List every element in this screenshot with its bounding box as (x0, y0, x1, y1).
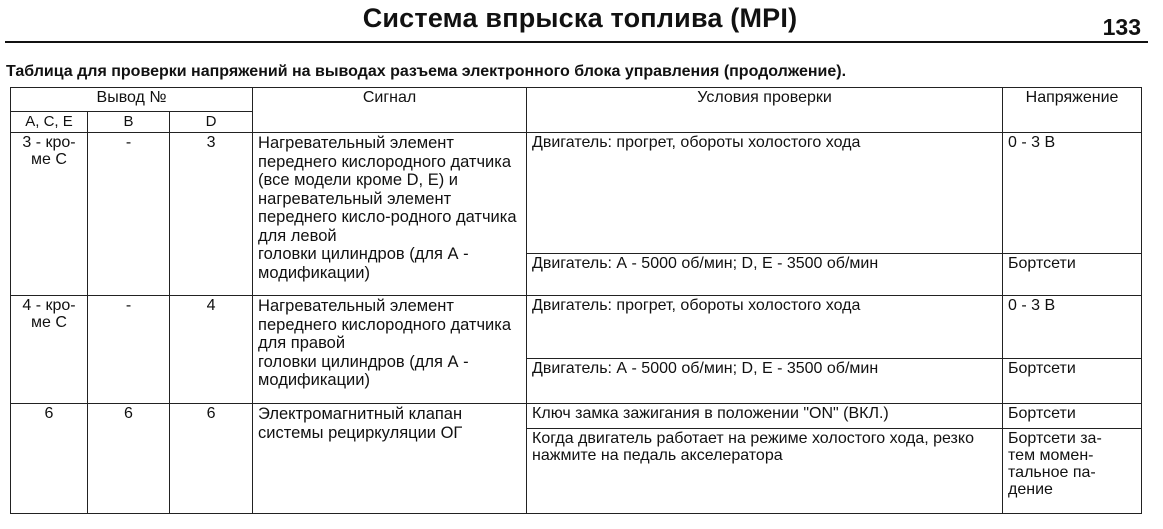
signal-text-continued: головки цилиндров (для А - модификации) (258, 352, 469, 389)
voltage-cell: Бортсети (1003, 254, 1142, 296)
pin-d-cell: 6 (170, 404, 253, 514)
page-number: 133 (1102, 14, 1141, 40)
voltage-cell: Бортсети (1003, 404, 1142, 429)
header-conditions: Условия проверки (527, 88, 1003, 133)
page-title: Система впрыска топлива (MPI) (362, 3, 798, 33)
voltage-check-table (10, 87, 1142, 514)
signal-text-continued: системы рециркуляции ОГ (258, 423, 463, 442)
signal-text: Нагревательный элемент переднего кислородного датчика (все модели кроме D, E) и нагревательный элемент переднего кисло-родного датчика для левой (258, 134, 517, 245)
voltage-cell: Бортсети за- тем момен- тальное па- дение (1003, 429, 1142, 514)
condition-cell: Ключ замка зажигания в положении "ON" (ВКЛ.) (527, 404, 1003, 429)
pin-b-cell: - (88, 133, 170, 296)
pin-ace-cell: 4 - кро- ме С (11, 296, 88, 404)
table-caption: Таблица для проверки напряжений на выводах разъема электронного блока управления (продолжение). (6, 63, 847, 80)
header-voltage: Напряжение (1003, 88, 1142, 133)
table-row (11, 404, 1142, 429)
header-pin-ace: A, C, E (11, 112, 88, 133)
signal-text: Электромагнитный клапан (258, 405, 463, 423)
table-row (11, 296, 1142, 359)
header-pin-d: D (170, 112, 253, 133)
header-pin-group: Вывод № (11, 88, 253, 112)
condition-cell: Двигатель: А - 5000 об/мин; D, Е - 3500 об/мин (527, 359, 1003, 404)
condition-cell: Когда двигатель работает на режиме холостого хода, резко нажмите на педаль акселератора (527, 429, 1003, 514)
header-signal: Сигнал (253, 88, 527, 133)
signal-cell (253, 296, 527, 404)
voltage-cell: 0 - 3 В (1003, 133, 1142, 254)
pin-ace-cell: 6 (11, 404, 88, 514)
page-header (0, 0, 1163, 44)
table-row (11, 133, 1142, 254)
pin-b-cell: 6 (88, 404, 170, 514)
pin-ace-cell: 3 - кро- ме С (11, 133, 88, 296)
condition-cell: Двигатель: прогрет, обороты холостого хода (527, 133, 1003, 254)
voltage-cell: 0 - 3 В (1003, 296, 1142, 359)
header-rule (5, 41, 1148, 43)
voltage-cell: Бортсети (1003, 359, 1142, 404)
pin-b-cell: - (88, 296, 170, 404)
signal-cell (253, 133, 527, 296)
signal-text-continued: головки цилиндров (для А - модификации) (258, 245, 469, 282)
pin-d-cell: 3 (170, 133, 253, 296)
signal-cell (253, 404, 527, 514)
condition-cell: Двигатель: А - 5000 об/мин; D, Е - 3500 об/мин (527, 254, 1003, 296)
pin-d-cell: 4 (170, 296, 253, 404)
condition-cell: Двигатель: прогрет, обороты холостого хода (527, 296, 1003, 359)
table-header-row (11, 88, 1142, 112)
header-pin-b: B (88, 112, 170, 133)
signal-text: Нагревательный элемент переднего кислородного датчика для правой (258, 297, 512, 352)
